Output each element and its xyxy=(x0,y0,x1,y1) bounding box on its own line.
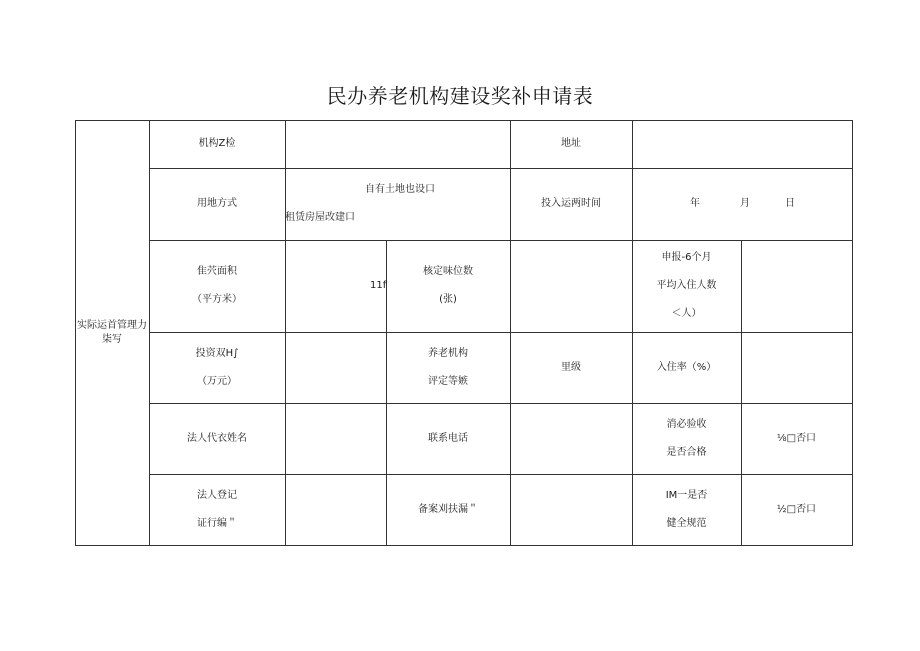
legal-rep-label: 法人代衣姓名 xyxy=(187,432,247,444)
rating-label: 养老机构 评定等嫉 xyxy=(428,347,468,387)
address-field[interactable] xyxy=(632,120,852,168)
page-title: 民办养老机构建设奖补申请表 xyxy=(326,84,594,108)
registration-label: 法人登记 证行编＂ xyxy=(197,489,237,529)
land-option-leased[interactable]: 租赁房屋改建口 xyxy=(285,212,355,223)
org-name-label: 机构Z检 xyxy=(198,138,236,149)
investment-label: 投资双H∫ （万元） xyxy=(195,347,239,387)
average-residents-label: 申报-6个月 平均入住人数 ＜人） xyxy=(656,252,717,319)
fire-acceptance-label: 消必验收 是否合格 xyxy=(666,418,707,458)
rating-level[interactable]: 里级 xyxy=(561,361,581,373)
fire-acceptance-checkbox[interactable]: ⅛□否口 xyxy=(776,432,817,444)
approved-beds-field[interactable] xyxy=(510,240,632,332)
month-label: 月 xyxy=(740,198,750,209)
land-use-label: 用地方式 xyxy=(197,198,237,209)
registration-field[interactable] xyxy=(285,474,386,545)
operation-time-label: 投入运两时间 xyxy=(541,198,601,209)
investment-field[interactable] xyxy=(285,332,386,403)
occupancy-field[interactable] xyxy=(741,332,852,403)
filing-label: 备案刈扶漏＂ xyxy=(418,503,478,515)
phone-label: 联系电话 xyxy=(428,432,468,444)
building-area-value[interactable]: 11f xyxy=(370,280,387,291)
filing-field[interactable] xyxy=(510,474,632,545)
building-area-label: 隹茓面积 （平方米） xyxy=(192,266,242,305)
management-norm-label: IM一是否 健全规范 xyxy=(665,489,708,529)
side-label: 实际运首管理力 柒写 xyxy=(77,320,147,345)
org-name-field[interactable] xyxy=(285,120,510,168)
day-label: 日 xyxy=(785,198,795,209)
legal-rep-field[interactable] xyxy=(285,403,386,474)
average-residents-field[interactable] xyxy=(741,240,852,332)
table-border-right xyxy=(852,120,853,546)
approved-beds-label: 核定味位数 (张) xyxy=(423,266,473,305)
address-label: 地址 xyxy=(561,138,581,149)
land-option-owned[interactable]: 自有土地也设口 xyxy=(365,184,435,195)
management-norm-checkbox[interactable]: ½□否口 xyxy=(776,503,817,515)
table-border-bottom xyxy=(75,545,853,546)
year-label: 年 xyxy=(690,198,700,209)
phone-field[interactable] xyxy=(510,403,632,474)
occupancy-label: 入住率（%） xyxy=(656,361,717,373)
